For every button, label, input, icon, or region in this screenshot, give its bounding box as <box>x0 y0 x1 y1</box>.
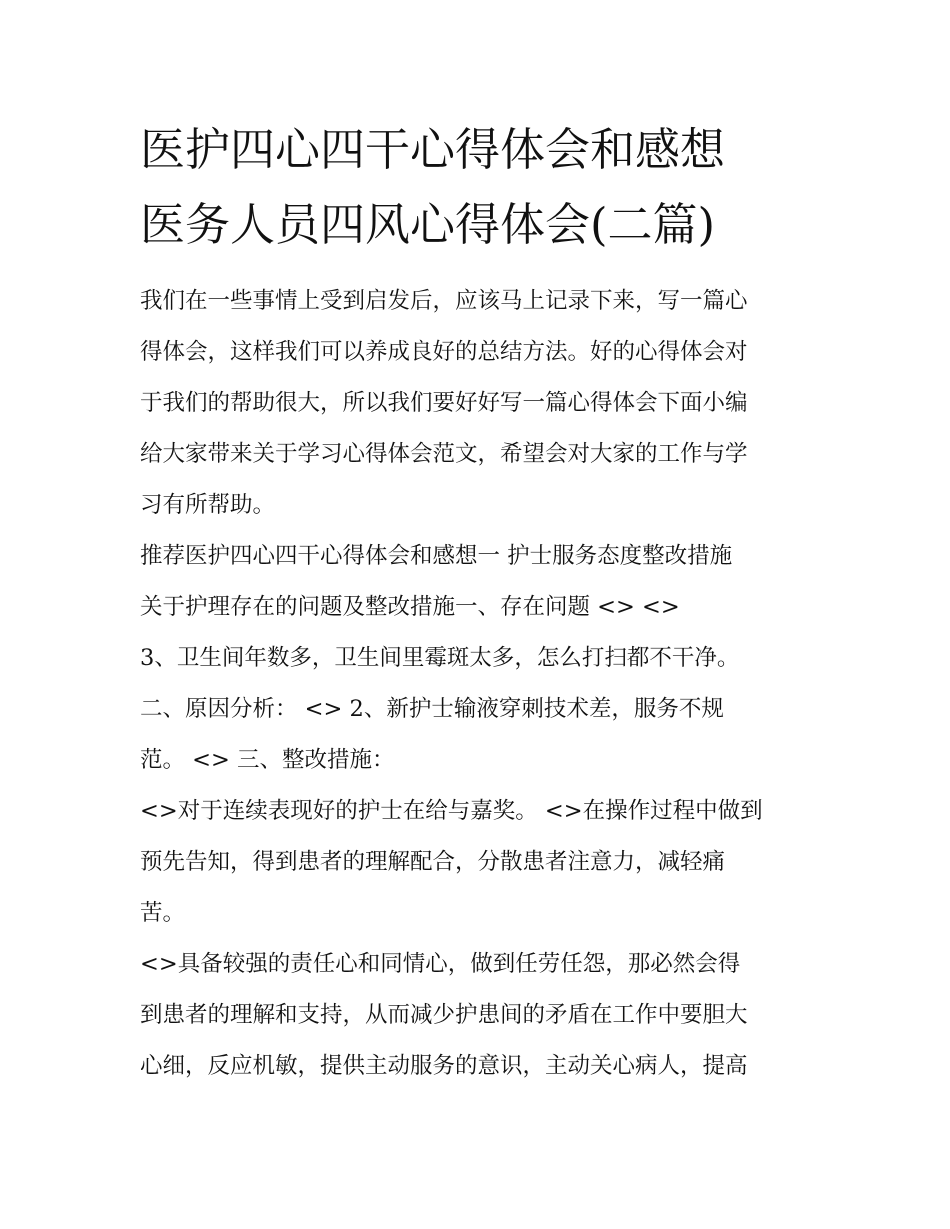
page-title <box>140 112 840 262</box>
document-body <box>140 282 830 1098</box>
body-line: 我们在一些事情上受到启发后，应该马上记录下来，写一篇心 <box>140 288 748 314</box>
title-line: 医护四心四干心得体会和感想 <box>140 123 726 176</box>
body-line: <>具备较强的责任心和同情心，做到任劳任怨，那必然会得 <box>140 951 741 977</box>
body-line: 预先告知，得到患者的理解配合，分散患者注意力，减轻痛 <box>140 849 726 875</box>
title-line: 医务人员四风心得体会(二篇) <box>140 198 716 251</box>
body-line: 范。 <> 三、整改措施： <box>140 747 395 773</box>
body-line: 得体会，这样我们可以养成良好的总结方法。好的心得体会对 <box>140 339 748 365</box>
body-line: 推荐医护四心四干心得体会和感想一 护士服务态度整改措施 <box>140 543 733 569</box>
body-line: 关于护理存在的问题及整改措施一、存在问题 <> <> <box>140 594 680 620</box>
body-line: <>对于连续表现好的护士在给与嘉奖。 <>在操作过程中做到 <box>140 798 763 824</box>
body-line: 苦。 <box>140 900 186 926</box>
body-line: 习有所帮助。 <box>140 492 276 518</box>
body-line: 心细，反应机敏，提供主动服务的意识，主动关心病人，提高 <box>140 1053 748 1079</box>
body-line: 于我们的帮助很大，所以我们要好好写一篇心得体会下面小编 <box>140 390 748 416</box>
body-line: 到患者的理解和支持，从而减少护患间的矛盾在工作中要胆大 <box>140 1002 748 1028</box>
body-line: 给大家带来关于学习心得体会范文，希望会对大家的工作与学 <box>140 441 748 467</box>
body-line: 二、原因分析： <> 2、新护士输液穿刺技术差，服务不规 <box>140 696 724 722</box>
body-line: 3、卫生间年数多，卫生间里霉斑太多，怎么打扫都不干净。 <box>140 645 740 671</box>
